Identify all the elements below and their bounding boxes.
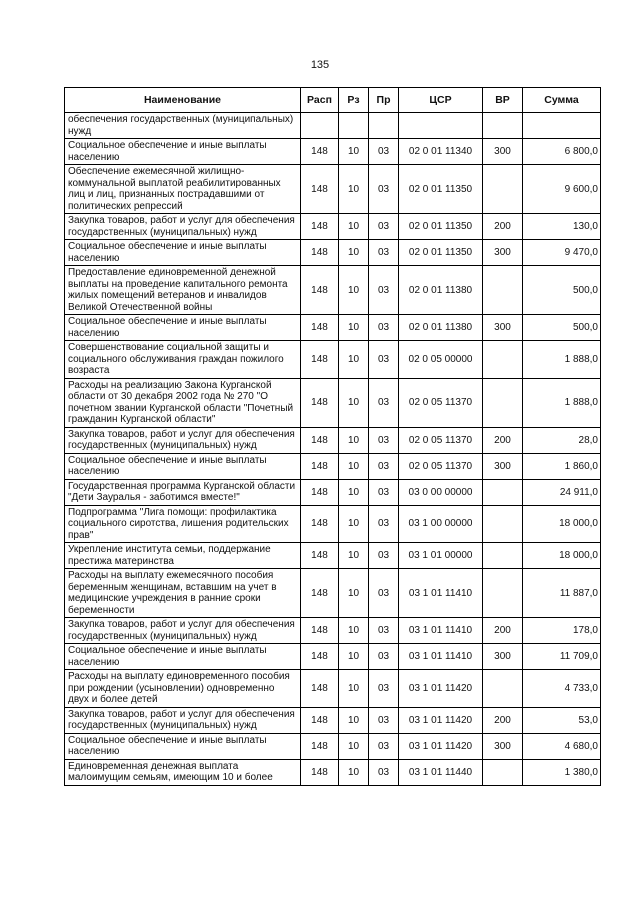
cell-csr: 03 1 01 11420 (399, 733, 483, 759)
cell-rasp: 148 (301, 670, 339, 708)
cell-rasp: 148 (301, 644, 339, 670)
budget-table (64, 87, 601, 786)
cell-pr: 03 (369, 644, 399, 670)
cell-pr: 03 (369, 139, 399, 165)
table-body (65, 113, 601, 786)
cell-vr: 300 (483, 733, 523, 759)
table-row (65, 453, 601, 479)
cell-name: Социальное обеспечение и иные выплаты населению (65, 139, 301, 165)
cell-rasp: 148 (301, 543, 339, 569)
cell-pr: 03 (369, 315, 399, 341)
header-sum: Сумма (523, 88, 601, 113)
cell-sum: 4 733,0 (523, 670, 601, 708)
cell-pr: 03 (369, 479, 399, 505)
cell-csr: 03 1 01 11410 (399, 569, 483, 618)
cell-rz: 10 (339, 670, 369, 708)
table-row (65, 378, 601, 427)
cell-sum: 9 600,0 (523, 165, 601, 214)
header-pr: Пр (369, 88, 399, 113)
cell-csr (399, 113, 483, 139)
cell-vr: 300 (483, 644, 523, 670)
table-row (65, 759, 601, 785)
cell-vr: 300 (483, 139, 523, 165)
cell-rz (339, 113, 369, 139)
table-row (65, 505, 601, 543)
cell-rz: 10 (339, 427, 369, 453)
cell-vr (483, 759, 523, 785)
cell-sum: 500,0 (523, 266, 601, 315)
cell-pr: 03 (369, 543, 399, 569)
cell-vr: 300 (483, 315, 523, 341)
cell-vr (483, 165, 523, 214)
cell-csr: 02 0 01 11340 (399, 139, 483, 165)
cell-rz: 10 (339, 543, 369, 569)
cell-sum: 53,0 (523, 707, 601, 733)
cell-rz: 10 (339, 618, 369, 644)
cell-name: Социальное обеспечение и иные выплаты населению (65, 240, 301, 266)
table-row (65, 266, 601, 315)
cell-rz: 10 (339, 453, 369, 479)
cell-rz: 10 (339, 505, 369, 543)
cell-sum: 1 860,0 (523, 453, 601, 479)
cell-name: Закупка товаров, работ и услуг для обеспечения государственных (муниципальных) нужд (65, 707, 301, 733)
cell-csr: 02 0 01 11350 (399, 240, 483, 266)
cell-rasp: 148 (301, 341, 339, 379)
cell-csr: 02 0 01 11380 (399, 315, 483, 341)
cell-name: Расходы на выплату единовременного пособия при рождении (усыновлении) одновременно двух и более детей (65, 670, 301, 708)
cell-rz: 10 (339, 139, 369, 165)
cell-rz: 10 (339, 569, 369, 618)
cell-sum: 28,0 (523, 427, 601, 453)
cell-rz: 10 (339, 214, 369, 240)
cell-csr: 02 0 05 11370 (399, 427, 483, 453)
table-row (65, 644, 601, 670)
cell-csr: 02 0 05 11370 (399, 378, 483, 427)
cell-sum: 500,0 (523, 315, 601, 341)
cell-sum: 130,0 (523, 214, 601, 240)
cell-name: Расходы на выплату ежемесячного пособия беременным женщинам, вставшим на учет в медицинские учреждения в ранние сроки беременности (65, 569, 301, 618)
table-row (65, 427, 601, 453)
cell-name: Закупка товаров, работ и услуг для обеспечения государственных (муниципальных) нужд (65, 214, 301, 240)
page-number: 135 (310, 59, 330, 71)
cell-pr: 03 (369, 733, 399, 759)
cell-rasp: 148 (301, 733, 339, 759)
cell-rasp: 148 (301, 214, 339, 240)
cell-name: Социальное обеспечение и иные выплаты населению (65, 733, 301, 759)
cell-csr: 02 0 01 11350 (399, 214, 483, 240)
table-row (65, 315, 601, 341)
header-csr: ЦСР (399, 88, 483, 113)
cell-rz: 10 (339, 733, 369, 759)
cell-csr: 03 1 01 11420 (399, 670, 483, 708)
cell-vr (483, 670, 523, 708)
cell-rasp: 148 (301, 139, 339, 165)
table-row (65, 240, 601, 266)
header-rz: Рз (339, 88, 369, 113)
table-row (65, 707, 601, 733)
cell-csr: 02 0 05 00000 (399, 341, 483, 379)
cell-vr: 200 (483, 214, 523, 240)
cell-name: Предоставление единовременной денежной выплаты на проведение капитального ремонта жилых помещений ветеранов и инвалидов Великой Отечественной войны (65, 266, 301, 315)
cell-pr: 03 (369, 759, 399, 785)
cell-name: обеспечения государственных (муниципальных) нужд (65, 113, 301, 139)
cell-rz: 10 (339, 479, 369, 505)
cell-vr (483, 113, 523, 139)
cell-csr: 03 1 01 11410 (399, 644, 483, 670)
table-row (65, 341, 601, 379)
cell-name: Государственная программа Курганской области "Дети Зауралья - заботимся вместе!" (65, 479, 301, 505)
cell-name: Социальное обеспечение и иные выплаты населению (65, 315, 301, 341)
cell-rasp: 148 (301, 315, 339, 341)
header-vr: ВР (483, 88, 523, 113)
table-row (65, 479, 601, 505)
cell-vr: 300 (483, 240, 523, 266)
cell-pr: 03 (369, 670, 399, 708)
cell-vr (483, 378, 523, 427)
cell-sum: 11 887,0 (523, 569, 601, 618)
cell-rasp: 148 (301, 427, 339, 453)
cell-name: Укрепление института семьи, поддержание престижа материнства (65, 543, 301, 569)
cell-rasp: 148 (301, 479, 339, 505)
cell-sum: 4 680,0 (523, 733, 601, 759)
cell-vr (483, 479, 523, 505)
cell-vr: 200 (483, 707, 523, 733)
table-row (65, 543, 601, 569)
cell-vr: 200 (483, 427, 523, 453)
table-row (65, 670, 601, 708)
cell-pr: 03 (369, 569, 399, 618)
cell-rz: 10 (339, 165, 369, 214)
cell-csr: 03 1 01 00000 (399, 543, 483, 569)
cell-pr: 03 (369, 240, 399, 266)
cell-rasp: 148 (301, 240, 339, 266)
cell-rasp: 148 (301, 266, 339, 315)
cell-name: Закупка товаров, работ и услуг для обеспечения государственных (муниципальных) нужд (65, 427, 301, 453)
cell-sum: 1 380,0 (523, 759, 601, 785)
cell-name: Подпрограмма "Лига помощи: профилактика социального сиротства, лишения родительских прав" (65, 505, 301, 543)
cell-name: Социальное обеспечение и иные выплаты населению (65, 453, 301, 479)
cell-pr: 03 (369, 618, 399, 644)
cell-pr: 03 (369, 214, 399, 240)
cell-pr: 03 (369, 453, 399, 479)
cell-csr: 03 1 01 11410 (399, 618, 483, 644)
header-rasp: Расп (301, 88, 339, 113)
cell-name: Совершенствование социальной защиты и социального обслуживания граждан пожилого возраста (65, 341, 301, 379)
header-name: Наименование (65, 88, 301, 113)
cell-vr (483, 543, 523, 569)
cell-sum: 178,0 (523, 618, 601, 644)
cell-sum: 24 911,0 (523, 479, 601, 505)
cell-name: Социальное обеспечение и иные выплаты населению (65, 644, 301, 670)
cell-rz: 10 (339, 240, 369, 266)
cell-pr: 03 (369, 341, 399, 379)
cell-csr: 03 1 00 00000 (399, 505, 483, 543)
cell-csr: 03 1 01 11420 (399, 707, 483, 733)
cell-name: Расходы на реализацию Закона Курганской области от 30 декабря 2002 года № 270 "О почетном звании Курганской области "Почетный гражданин Курганской области" (65, 378, 301, 427)
table-row (65, 165, 601, 214)
cell-rasp: 148 (301, 707, 339, 733)
cell-name: Обеспечение ежемесячной жилищно-коммунальной выплатой реабилитированных лиц и лиц, признанных пострадавшими от политических репрессий (65, 165, 301, 214)
table-row (65, 618, 601, 644)
cell-csr: 03 1 01 11440 (399, 759, 483, 785)
cell-pr: 03 (369, 165, 399, 214)
cell-sum (523, 113, 601, 139)
cell-name: Единовременная денежная выплата малоимущим семьям, имеющим 10 и более (65, 759, 301, 785)
table-row (65, 214, 601, 240)
cell-pr: 03 (369, 505, 399, 543)
cell-rasp: 148 (301, 505, 339, 543)
cell-pr: 03 (369, 266, 399, 315)
cell-vr: 200 (483, 618, 523, 644)
cell-rz: 10 (339, 341, 369, 379)
cell-name: Закупка товаров, работ и услуг для обеспечения государственных (муниципальных) нужд (65, 618, 301, 644)
cell-pr: 03 (369, 427, 399, 453)
cell-sum: 1 888,0 (523, 341, 601, 379)
cell-rasp (301, 113, 339, 139)
cell-sum: 18 000,0 (523, 505, 601, 543)
cell-sum: 18 000,0 (523, 543, 601, 569)
cell-rasp: 148 (301, 759, 339, 785)
cell-vr: 300 (483, 453, 523, 479)
cell-sum: 11 709,0 (523, 644, 601, 670)
cell-rz: 10 (339, 378, 369, 427)
cell-rz: 10 (339, 707, 369, 733)
cell-vr (483, 341, 523, 379)
cell-rasp: 148 (301, 453, 339, 479)
table-row (65, 569, 601, 618)
cell-csr: 02 0 05 11370 (399, 453, 483, 479)
cell-rasp: 148 (301, 618, 339, 644)
table-row (65, 733, 601, 759)
cell-csr: 03 0 00 00000 (399, 479, 483, 505)
cell-vr (483, 505, 523, 543)
cell-rz: 10 (339, 759, 369, 785)
cell-pr: 03 (369, 378, 399, 427)
table-header-row (65, 88, 601, 113)
cell-rasp: 148 (301, 378, 339, 427)
cell-rasp: 148 (301, 165, 339, 214)
cell-csr: 02 0 01 11350 (399, 165, 483, 214)
cell-csr: 02 0 01 11380 (399, 266, 483, 315)
cell-pr: 03 (369, 707, 399, 733)
table-row (65, 139, 601, 165)
cell-rasp: 148 (301, 569, 339, 618)
cell-pr (369, 113, 399, 139)
cell-rz: 10 (339, 644, 369, 670)
cell-vr (483, 266, 523, 315)
cell-rz: 10 (339, 315, 369, 341)
cell-sum: 6 800,0 (523, 139, 601, 165)
cell-rz: 10 (339, 266, 369, 315)
cell-vr (483, 569, 523, 618)
cell-sum: 9 470,0 (523, 240, 601, 266)
cell-sum: 1 888,0 (523, 378, 601, 427)
table-row (65, 113, 601, 139)
